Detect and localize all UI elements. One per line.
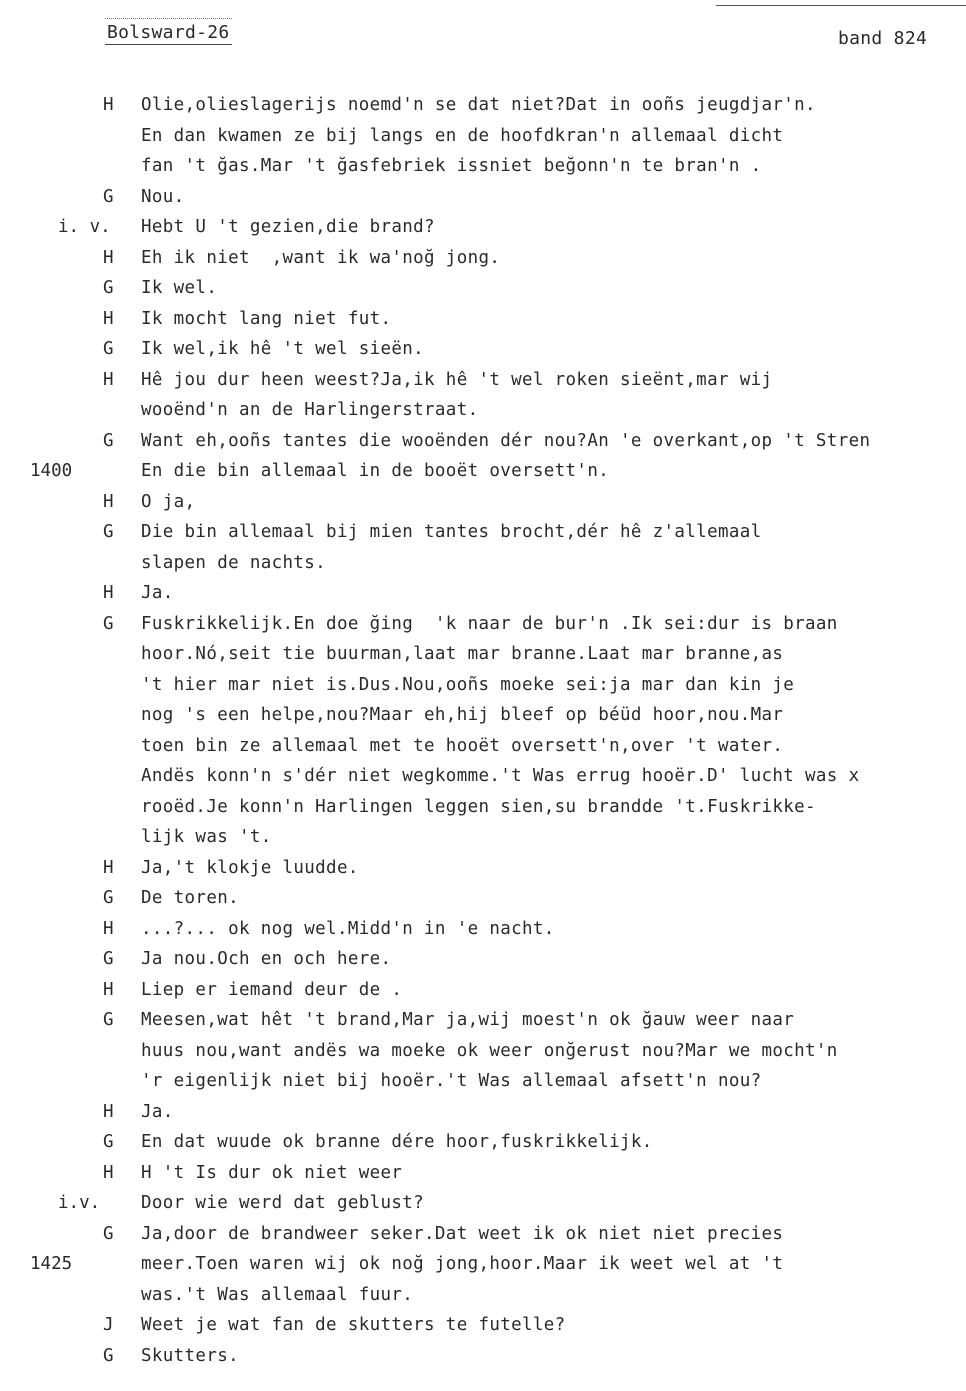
speaker-label: G (103, 888, 114, 908)
transcript-line (0, 1310, 966, 1340)
utterance-text: Ja nou.Och en och here. (141, 949, 392, 969)
utterance-text: nog 's een helpe,nou?Maar eh,hij bleef op béüd hoor,nou.Mar (141, 705, 784, 725)
transcript-line (0, 609, 966, 639)
speaker-label: J (103, 1315, 114, 1335)
speaker-label: H (103, 369, 114, 390)
utterance-text: meer.Toen waren wij ok noğ jong,hoor.Maar ik weet wel at 't (141, 1254, 784, 1274)
utterance-text: Olie,olieslagerijs noemd'n se dat niet?Dat in ooñs jeugdjar'n. (141, 95, 816, 115)
transcript-line (0, 1158, 966, 1188)
transcript-line (0, 1280, 966, 1310)
transcript-line (0, 1066, 966, 1096)
top-rule (716, 5, 966, 6)
utterance-text: Andës konn'n s'dér niet wegkomme.'t Was errug hooër.D' lucht was x (141, 766, 860, 786)
utterance-text: Skutters. (141, 1345, 239, 1366)
transcript-line (0, 273, 966, 303)
transcript-line (0, 731, 966, 761)
transcript-line (0, 670, 966, 700)
transcript-line (0, 700, 966, 730)
transcript-line (0, 914, 966, 944)
location-header: Bolsward-26 (107, 22, 230, 43)
utterance-text: Hê jou dur heen weest?Ja,ik hê 't wel roken sieënt,mar wij (141, 369, 773, 390)
transcript-line (0, 1097, 966, 1127)
utterance-text: fan 't ğas.Mar 't ğasfebriek issniet beğonn'n te bran'n . (141, 156, 762, 176)
utterance-text: Ja. (141, 583, 174, 603)
transcript-line (0, 243, 966, 273)
transcript-line (0, 456, 966, 486)
utterance-text: toen bin ze allemaal met te hooët oversett'n,over 't water. (141, 735, 784, 756)
speaker-label: G (103, 949, 114, 969)
speaker-label: H (103, 918, 114, 939)
speaker-label: G (103, 1132, 114, 1152)
speaker-label: H (103, 491, 114, 512)
speaker-label: G (103, 522, 114, 542)
transcript-line (0, 487, 966, 517)
transcript-line (0, 578, 966, 608)
utterance-text: 't hier mar niet is.Dus.Nou,ooñs moeke sei:ja mar dan kin je (141, 674, 795, 695)
transcript-line (0, 426, 966, 456)
transcript-line (0, 365, 966, 395)
utterance-text: En die bin allemaal in de booët oversett'n. (141, 461, 610, 481)
transcript-line (0, 121, 966, 151)
transcript-line (0, 1249, 966, 1279)
transcript-line (0, 151, 966, 181)
speaker-label: H (103, 308, 114, 329)
transcript-line (0, 1127, 966, 1157)
utterance-text: Ik wel,ik hê 't wel sieën. (141, 339, 425, 359)
utterance-text: Ik mocht lang niet fut. (141, 308, 392, 329)
utterance-text: H 't Is dur ok niet weer (141, 1162, 403, 1183)
utterance-text: Meesen,wat hêt 't brand,Mar ja,wij moest'n ok ğauw weer naar (141, 1010, 795, 1030)
speaker-label: i.v. (58, 1193, 101, 1213)
speaker-label: H (103, 247, 114, 268)
speaker-label: G (103, 1223, 114, 1244)
transcript-line (0, 1036, 966, 1066)
transcript-line (0, 792, 966, 822)
transcript-line (0, 1341, 966, 1371)
speaker-label: H (103, 95, 114, 115)
speaker-label: G (103, 339, 114, 359)
line-number: 1400 (30, 461, 73, 481)
utterance-text: O ja, (141, 491, 196, 512)
utterance-text: Door wie werd dat geblust? (141, 1193, 425, 1213)
utterance-text: Weet je wat fan de skutters te futelle? (141, 1315, 566, 1335)
speaker-label: H (103, 857, 114, 878)
utterance-text: Ik wel. (141, 278, 218, 298)
utterance-text: En dat wuude ok branne dére hoor,fuskrikkelijk. (141, 1132, 653, 1152)
utterance-text: wooënd'n an de Harlingerstraat. (141, 400, 479, 420)
transcript-line (0, 761, 966, 791)
utterance-text: 'r eigenlijk niet bij hooër.'t Was allemaal afsett'n nou? (141, 1071, 762, 1091)
utterance-text: huus nou,want andës wa moeke ok weer onğerust nou?Mar we mocht'n (141, 1040, 838, 1061)
transcript-line (0, 944, 966, 974)
utterance-text: Hebt U 't gezien,die brand? (141, 217, 435, 237)
speaker-label: i. v. (58, 217, 111, 237)
line-number: 1425 (30, 1254, 73, 1274)
utterance-text: Ja. (141, 1101, 174, 1122)
speaker-label: G (103, 613, 114, 634)
utterance-text: lijk was 't. (141, 827, 272, 847)
speaker-label: H (103, 1101, 114, 1122)
speaker-label: G (103, 1345, 114, 1366)
transcript-line (0, 212, 966, 242)
transcript-line (0, 853, 966, 883)
utterance-text: Nou. (141, 186, 185, 207)
speaker-label: H (103, 1162, 114, 1183)
utterance-text: Ja,'t klokje luudde. (141, 857, 359, 878)
utterance-text: Fuskrikkelijk.En doe ğing 'k naar de bur'n .Ik sei:dur is braan (141, 613, 838, 634)
transcript-line (0, 517, 966, 547)
transcript-line (0, 90, 966, 120)
speaker-label: G (103, 1010, 114, 1030)
utterance-text: ...?... ok nog wel.Midd'n in 'e nacht. (141, 918, 555, 939)
transcript-line (0, 639, 966, 669)
utterance-text: De toren. (141, 888, 239, 908)
utterance-text: En dan kwamen ze bij langs en de hoofdkran'n allemaal dicht (141, 125, 784, 146)
speaker-label: H (103, 979, 114, 1000)
transcript-line (0, 1188, 966, 1218)
transcript-line (0, 182, 966, 212)
band-number: band 824 (838, 28, 928, 49)
utterance-text: Want eh,ooñs tantes die wooënden dér nou?An 'e overkant,op 't Stren (141, 430, 871, 451)
utterance-text: Liep er iemand deur de . (141, 979, 403, 1000)
transcript-line (0, 304, 966, 334)
transcript-line (0, 1005, 966, 1035)
transcript-line (0, 1219, 966, 1249)
transcript-line (0, 395, 966, 425)
speaker-label: G (103, 430, 114, 451)
transcript-line (0, 548, 966, 578)
speaker-label: G (103, 278, 114, 298)
utterance-text: slapen de nachts. (141, 552, 327, 573)
utterance-text: Die bin allemaal bij mien tantes brocht,dér hê z'allemaal (141, 522, 762, 542)
transcript-line (0, 822, 966, 852)
utterance-text: rooëd.Je konn'n Harlingen leggen sien,su brandde 't.Fuskrikke- (141, 796, 816, 817)
speaker-label: G (103, 186, 114, 207)
utterance-text: Eh ik niet ,want ik wa'noğ jong. (141, 247, 501, 268)
speaker-label: H (103, 583, 114, 603)
transcript-line (0, 334, 966, 364)
utterance-text: hoor.Nó,seit tie buurman,laat mar branne.Laat mar branne,as (141, 644, 784, 664)
utterance-text: was.'t Was allemaal fuur. (141, 1284, 414, 1305)
transcript-line (0, 883, 966, 913)
transcript-line (0, 975, 966, 1005)
utterance-text: Ja,door de brandweer seker.Dat weet ik ok niet niet precies (141, 1223, 784, 1244)
